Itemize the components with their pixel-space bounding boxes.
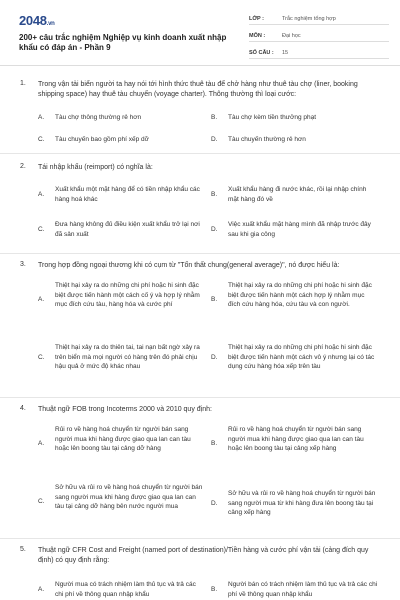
option-text: Thiệt hại xảy ra do thiên tai, tai nạn bất ngờ xảy ra trên biển mà mọi người có hàng trên đó phải chịu hậu quả ở mức độ khác nhau [55,344,200,370]
question-text: Trong vận tải biển người ta hay nói tới hình thức thuê tàu để chở hàng như thuê tàu chợ (liner, booking shipping space) hay thuê tàu chuyến (voyage charter). Thông thường thì loại cước: [38,81,358,98]
option-text: Đưa hàng không đủ điều kiện xuất khẩu trở lại nơi đã sản xuất [55,221,200,238]
option-letter: C. [38,226,45,233]
option-text: Tàu chợ kèm tiền thưởng phạt [228,114,317,121]
divider [0,153,400,154]
option-text: Xuất khẩu một mặt hàng để có tiền nhập khẩu các hàng hoá khác [55,186,200,203]
divider [0,253,400,254]
question-number: 1. [20,80,26,87]
option-letter: D. [211,136,218,143]
option-letter: C. [38,498,45,505]
option-letter: B. [211,296,218,303]
logo-text: 2048 [19,13,47,28]
option-letter: A. [38,191,45,198]
option-text: Sở hữu và rủi ro về hàng hoá chuyển từ người bán sang người mua khi hàng được giao qua lan can tàu tại cảng dỡ hàng bên nước người mua [55,484,203,510]
option-letter: A. [38,440,45,447]
option-letter: A. [38,586,45,593]
meta-row-count [249,44,389,59]
question-text: Thuật ngữ FOB trong Incoterms 2000 và 2010 quy định: [38,406,212,413]
question-text: Trong hợp đồng ngoại thương khi có cụm từ "Tổn thất chung(general average)", nó được hiểu là: [38,262,340,269]
option-text: Người bán có trách nhiệm làm thủ tục và trả các chi phí về thông quan nhập khẩu [228,581,378,598]
question-text: Tái nhập khẩu (reimport) có nghĩa là: [38,164,153,171]
question-number: 3. [20,261,26,268]
option-text: Người mua có trách nhiệm làm thủ tục và trả các chi phí về thông quan nhập khẩu [55,581,196,598]
option-letter: B. [211,114,218,121]
option-text: Thiệt hại xảy ra do những chi phí hoặc hi sinh đặc biệt được tiến hành một cách hợp lý nhằm mục đích cứu hàng hóa, cứu tàu và con người. [228,282,372,308]
option-text: Tàu chuyến thường rẻ hơn [228,136,306,143]
question-number: 5. [20,546,26,553]
option-text: Việc xuất khẩu mặt hàng mình đã nhập trước đây sau khi gia công [228,221,371,238]
meta-row-subject [249,27,389,42]
option-letter: D. [211,354,218,361]
option-text: Thiệt hại xảy ra do những chi phí hoặc hi sinh đặc biệt được tiến hành một cách cố ý và hợp lý nhằm mục đích cứu tàu, hàng hóa và cước phí [55,282,200,308]
option-letter: B. [211,191,218,198]
page-header [0,0,400,66]
divider [0,538,400,539]
question-number: 4. [20,405,26,412]
option-letter: C. [38,354,45,361]
option-letter: C. [38,136,45,143]
option-text: Rủi ro về hàng hoá chuyển từ người bán sang người mua khi hàng được giao qua lan can tàu hoặc lên boong tàu tại cảng dỡ hàng [55,426,191,452]
meta-label: MÔN : [249,33,266,39]
option-letter: D. [211,500,218,507]
option-letter: B. [211,586,218,593]
meta-value: Trắc nghiệm tổng hợp [282,16,336,22]
meta-label: SỐ CÂU : [249,50,274,56]
option-letter: D. [211,226,218,233]
meta-label: LỚP : [249,16,264,22]
divider [0,397,400,398]
logo-suffix: .vn [46,21,55,27]
option-letter: B. [211,440,218,447]
option-text: Tàu chợ thông thường rẻ hơn [55,114,142,121]
meta-value: Đại học [282,33,301,39]
meta-value: 15 [282,50,289,56]
option-text: Sở hữu và rủi ro về hàng hoá chuyển từ người bán sang người mua từ khi hàng đưa lên boong tàu tại cảng xếp hàng [228,490,376,516]
question-text: Thuật ngữ CFR Cost and Freight (named port of destination)/Tiền hàng và cước phí vận tải (cảng đích quy định) có quy định rằng: [38,547,369,564]
option-text: Rủi ro về hàng hoá chuyển từ người bán sang người mua khi hàng được giao qua lan can tàu hoặc lên boong tàu tại cảng xếp hàng [228,426,364,452]
option-text: Tàu chuyến bao gồm phí xếp dỡ [55,136,149,143]
option-letter: A. [38,114,45,121]
document-title: 200+ câu trắc nghiệm Nghiệp vụ kinh doanh xuất nhập khẩu có đáp án - Phần 9 [19,33,227,52]
option-letter: A. [38,296,45,303]
question-number: 2. [20,163,26,170]
meta-info [249,10,389,61]
option-text: Xuất khẩu hàng đi nước khác, rồi lại nhập chính mặt hàng đó về [228,186,367,203]
meta-row-class [249,10,389,25]
site-logo[interactable] [19,13,55,28]
option-text: Thiệt hại xảy ra do những chi phí hoặc hi sinh đặc biệt được tiến hành một cách vô ý nhưng lại có tác dụng cứu hàng hóa xếp trên tàu [228,344,375,370]
